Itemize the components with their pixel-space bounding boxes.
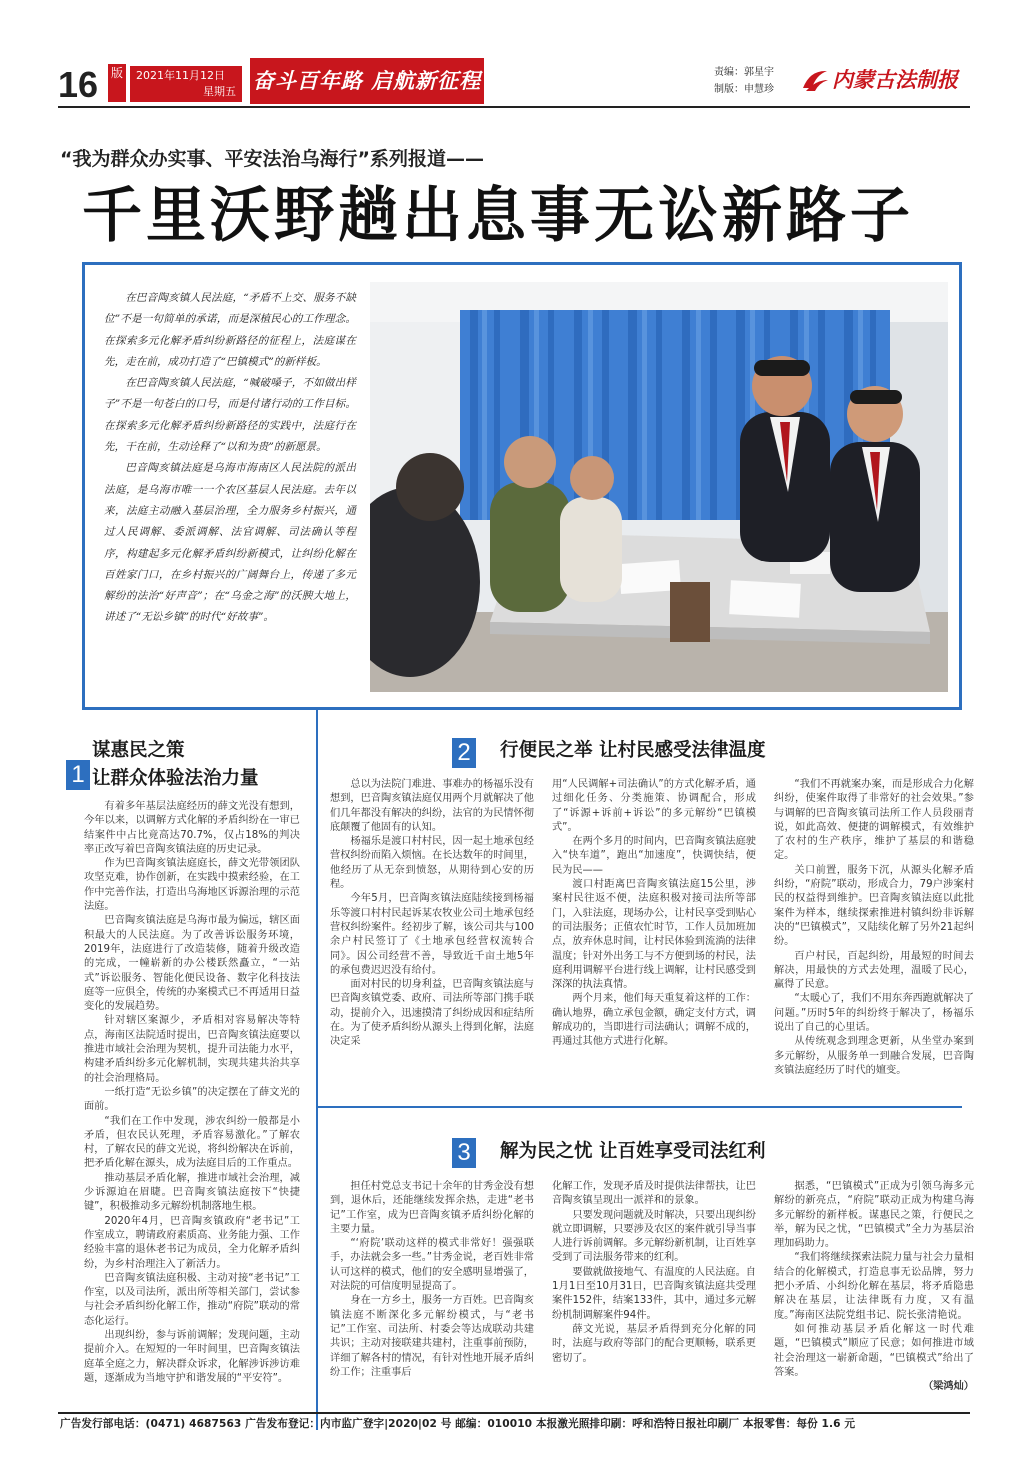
body-paragraph: 总以为法院门难进、事难办的杨福乐没有想到，巴音陶亥镇法庭仅用两个月就解决了他们几年都没有解决的纠纷，法官的为民情怀彻底颠覆了他固有的认知。 [330, 779, 534, 833]
body-paragraph: 要做就做接地气、有温度的人民法庭。自1月1日至10月31日，巴音陶亥镇法庭共受理案件152件，结案133件，其中，通过多元解纷机制调解案件94件。 [552, 1266, 756, 1321]
section1-number: 1 [66, 760, 90, 790]
page-label: 版 [108, 64, 126, 102]
section3-col3 [774, 1180, 974, 1408]
body-paragraph: 如何推动基层矛盾化解这一时代难题，“巴镇模式”顺应了民意；如何推进市域社会治理这一崭新命题，“巴镇模式”给出了答案。 [774, 1323, 974, 1378]
body-paragraph: 身在一方乡土，服务一方百姓。巴音陶亥镇法庭不断深化多元解纷模式，与“老书记”工作室、司法所、村委会等达成联动共建共识；主动对接联建共建村，注重事前预防，详细了解各村的情况，有针对性地开展矛盾纠纷工作；注重事后 [330, 1295, 534, 1378]
news-photo-mediation [370, 282, 948, 692]
series-kicker: “我为群众办实事、平安法治乌海行”系列报道—— [60, 148, 484, 170]
body-paragraph: 百户村民，百起纠纷，用最短的时间去解决，用最快的方式去处理，温暖了民心，赢得了民意。 [774, 950, 974, 991]
intro-paragraph: 在巴音陶亥镇人民法庭，“矛盾不上交、服务不缺位”不是一句简单的承诺，而是深植民心的工作理念。在探索多元化解矛盾纠纷新路径的征程上，法庭谋在先，走在前，成功打造了“巴镇模式”的新样板。 [104, 292, 356, 368]
body-paragraph: 两个月来，他们每天重复着这样的工作：确认地界，确立承包金额，确定支付方式，调解成功的，当即进行司法确认；调解不成的，再通过其他方式进行化解。 [552, 993, 756, 1048]
section2-col1 [330, 778, 534, 1098]
issue-date-block [130, 66, 242, 102]
section3-title: 解为民之忧 让百姓享受司法红利 [500, 1141, 766, 1162]
body-paragraph: 作为巴音陶亥镇法庭庭长，薛文光带领团队攻坚克难，协作创新，在实践中摸索经验，在工作中完善作法，打造出乌海地区诉源治理的示范法庭。 [84, 858, 300, 913]
body-paragraph: 用“人民调解+司法确认”的方式化解矛盾，通过细化任务、分类施策、协调配合，形成了“诉源+诉前+诉讼”的多元解纷“巴镇模式”。 [552, 779, 756, 833]
body-paragraph: 推动基层矛盾化解，推进市域社会治理，减少诉源迫在眉睫。巴音陶亥镇法庭按下“快捷键”，积极推动多元解纷机制落地生根。 [84, 1172, 300, 1213]
body-paragraph: 杨福乐是渡口村村民，因一起土地承包经营权纠纷而陷入烦恼。在长达数年的时间里，他经历了从无奈到愤怒，从期待到心安的历程。 [330, 836, 534, 891]
section2-col3 [774, 778, 974, 1098]
body-paragraph: 据悉，“巴镇模式”正成为引领乌海多元解纷的新亮点，“府院”联动正成为构建乌海多元解纷的新样板。谋惠民之策，行便民之举，解为民之忧，“巴镇模式”全力为基层治理加码助力。 [774, 1181, 974, 1250]
editor-name: 责编：郭星宇 [714, 67, 774, 78]
body-paragraph: 薛文光说，基层矛盾得到充分化解的同时，法庭与政府等部门的配合更顺畅，联系更密切了。 [552, 1323, 756, 1364]
footer-rule [58, 1412, 970, 1414]
section2-number: 2 [452, 738, 476, 768]
section-slogan: 奋斗百年路 启航新征程 [250, 58, 484, 104]
column-divider-vertical [316, 708, 318, 1430]
body-paragraph: 面对村民的切身利益，巴音陶亥镇法庭与巴音陶亥镇党委、政府、司法所等部门携手联动，提前介入，迅速摸清了纠纷成因和症结所在。为了使矛盾纠纷从源头上得到化解，法庭决定采 [330, 979, 534, 1048]
section2-col2 [552, 778, 756, 1098]
body-paragraph: 巴音陶亥镇法庭积极、主动对接“老书记”工作室，以及司法所，派出所等相关部门，尝试参与社会矛盾纠纷化解工作，推动“府院”联动的常态化运行。 [84, 1272, 300, 1327]
body-paragraph: 关口前置，服务下沉，从源头化解矛盾纠纷，“府院”联动，形成合力，79户涉案村民的权益得到维护。巴音陶亥镇法庭以此批案件为样本，继续探索推进村镇纠纷非诉解决的“巴镇模式”，又陆续化解了另外21起纠纷。 [774, 864, 974, 948]
body-paragraph: 巴音陶亥镇法庭是乌海市最为偏远，辖区面积最大的人民法庭。为了改善诉讼服务环境，2019年，法庭进行了改造装修，随着升级改造的完成，一幢崭新的办公楼跃然矗立，“一站式”诉讼服务、智能化便民设备、数字化科技法庭等一应俱全，传统的办案模式已不再适用日益变化的发展趋势。 [84, 915, 300, 1013]
section3-col2 [552, 1180, 756, 1408]
body-paragraph: 化解工作，发现矛盾及时提供法律帮扶，让巴音陶亥镇呈现出一派祥和的景象。 [552, 1181, 756, 1207]
paper-name: 内蒙古法制报 [832, 67, 958, 92]
body-paragraph: 2020年4月，巴音陶亥镇政府“老书记”工作室成立，聘请政府素质高、业务能力强、工作经验丰富的退休老书记为成员，全力化解矛盾纠纷，为乡村治理注入了新活力。 [84, 1215, 300, 1270]
section3-number: 3 [452, 1138, 476, 1168]
article-byline: （梁鸿灿） [923, 1381, 974, 1393]
masthead-rule [58, 106, 970, 108]
section1-body [84, 800, 300, 1410]
body-paragraph: 有着多年基层法庭经历的薛文光没有想到，今年以来，以调解方式化解的矛盾纠纷在一审已结案件中占比竟高达70.7%，仅占18%的判决率正改写着巴音陶亥镇法庭的历史记录。 [84, 801, 300, 855]
issue-weekday: 星期五 [203, 85, 236, 98]
intro-paragraph: 巴音陶亥镇法庭是乌海市海南区人民法院的派出法庭，是乌海市唯一一个农区基层人民法庭。去年以来，法庭主动融入基层治理，全力服务乡村振兴，通过人民调解、委派调解、法官调解、司法确认等程序，构建起多元化解矛盾纠纷新模式，让纠纷化解在百姓家门口，在乡村振兴的广阔舞台上，传递了多元解纷的法治“好声音”；在“乌金之海”的沃腴大地上，讲述了“无讼乡镇”的时代“好故事”。 [104, 462, 356, 624]
body-paragraph: “我们在工作中发现，涉农纠纷一般都是小矛盾，但农民认死理，矛盾容易激化。”了解农村，了解农民的薛文光说，将纠纷解决在诉前，把矛盾化解在源头，成为法庭目后的工作重点。 [84, 1115, 300, 1170]
section2-title: 行便民之举 让村民感受法律温度 [500, 740, 766, 761]
body-paragraph: “我们不再就案办案，而是形成合力化解纠纷，使案件取得了非常好的社会效果。”参与调解的巴音陶亥镇司法所工作人员段丽青说，如此高效、便捷的调解模式，有效维护了农村的生产秩序，维护了基层的和谐稳定。 [774, 779, 974, 862]
body-paragraph: 从传统观念到理念更新，从坐堂办案到多元解纷，从服务单一到融合发展，巴音陶亥镇法庭经历了时代的嬗变。 [774, 1036, 974, 1076]
body-paragraph: 一纸打造“无讼乡镇”的决定摆在了薛文光的面前。 [84, 1086, 300, 1113]
body-paragraph: 在两个多月的时间内，巴音陶亥镇法庭驶入“快车道”，跑出“加速度”，快调快结，便民为民—— [552, 836, 756, 876]
body-paragraph: 针对辖区案源少，矛盾相对容易解决等特点，海南区法院适时提出，巴音陶亥镇法庭要以推进市域社会治理为契机，提升司法能力水平，构建矛盾纠纷多元化解机制，实现共建共治共享的社会治理格局。 [84, 1015, 300, 1084]
issue-date: 2021年11月12日 [136, 69, 225, 82]
intro-paragraph: 在巴音陶亥镇人民法庭，“喊破嗓子，不如做出样子”不是一句苍白的口号，而是付诸行动的工作目标。在探索多元化解矛盾纠纷新路径的实践中，法庭行在先，干在前，生动诠释了“以和为贵”的新愿景。 [104, 377, 356, 454]
section1-title-line1: 谋惠民之策 [92, 740, 185, 761]
editor-credits [714, 64, 774, 98]
body-paragraph: “太暖心了，我们不用东奔西跑就解决了问题。”历时5年的纠纷终于解决了，杨福乐说出了自己的心里话。 [774, 993, 974, 1034]
body-paragraph: 渡口村距离巴音陶亥镇法庭15公里，涉案村民往返不便，法庭积极对接司法所等部门，入驻法庭，现场办公，让村民享受到贴心的司法服务；正值农忙时节，工作人员加班加点，放弃休息时间，让村民体验到流淌的法律温度；针对外出务工与不方便到场的村民，法庭利用调解平台进行线上调解，让村民感受到深深的执法真情。 [552, 879, 756, 991]
intro-lead [104, 288, 356, 629]
body-paragraph: “我们将继续探索法院力量与社会力量相结合的化解模式，打造息事无讼品牌，努力把小矛盾、小纠纷化解在基层，将矛盾隐患解决在基层，让法律既有力度，又有温度。”海南区法院党组书记、院长张清艳说。 [774, 1252, 974, 1321]
page-number: 16 [58, 64, 99, 105]
main-headline: 千里沃野趟出息事无讼新路子 [82, 181, 914, 251]
body-paragraph: 出现纠纷，参与诉前调解；发现问题，主动提前介入。在短短的一年时间里，巴音陶亥镇法庭革全庭之力，解决群众诉求，化解涉诉涉访难题，逐渐成为当地守护和谐发展的“平安符”。 [84, 1329, 300, 1384]
body-paragraph: “‘府院’联动这样的模式非常好！强强联手，办法就会多一些。”甘秀金说，老百姓非常认可这样的模式，他们的安全感明显增强了，对法院的可信度明显提高了。 [330, 1238, 534, 1293]
section3-col1 [330, 1180, 534, 1408]
body-paragraph: 担任村党总支书记十余年的甘秀金没有想到，退休后，还能继续发挥余热，走进“老书记”工作室，成为巴音陶亥镇矛盾纠纷化解的主要力量。 [330, 1181, 534, 1235]
body-paragraph: 只要发现问题就及时解决，只要出现纠纷就立即调解，只要涉及农区的案件就引导当事人进行诉前调解。多元解纷新机制，让百姓享受到了司法服务带来的红利。 [552, 1209, 756, 1264]
footer-info: 广告发行部电话：(0471) 4687563 广告发布登记：内市监广登字|2020|02 号 邮编：010010 本报激光照排印刷：呼和浩特日报社印刷厂 本报零售：每份 1.6 元 [60, 1418, 856, 1430]
producer-name: 制版：申慧珍 [714, 84, 774, 95]
paper-logo-icon [800, 66, 830, 94]
section-divider-horizontal [316, 1106, 962, 1108]
body-paragraph: 今年5月，巴音陶亥镇法庭陆续接到杨福乐等渡口村村民起诉某农牧业公司土地承包经营权纠纷案件。经初步了解，该公司共与100余户村民签订了《土地承包经营权流转合同》。因公司经营不善，导致近千亩土地5年的承包费迟迟没有给付。 [330, 893, 534, 976]
section1-title-line2: 让群众体验法治力量 [92, 768, 259, 789]
